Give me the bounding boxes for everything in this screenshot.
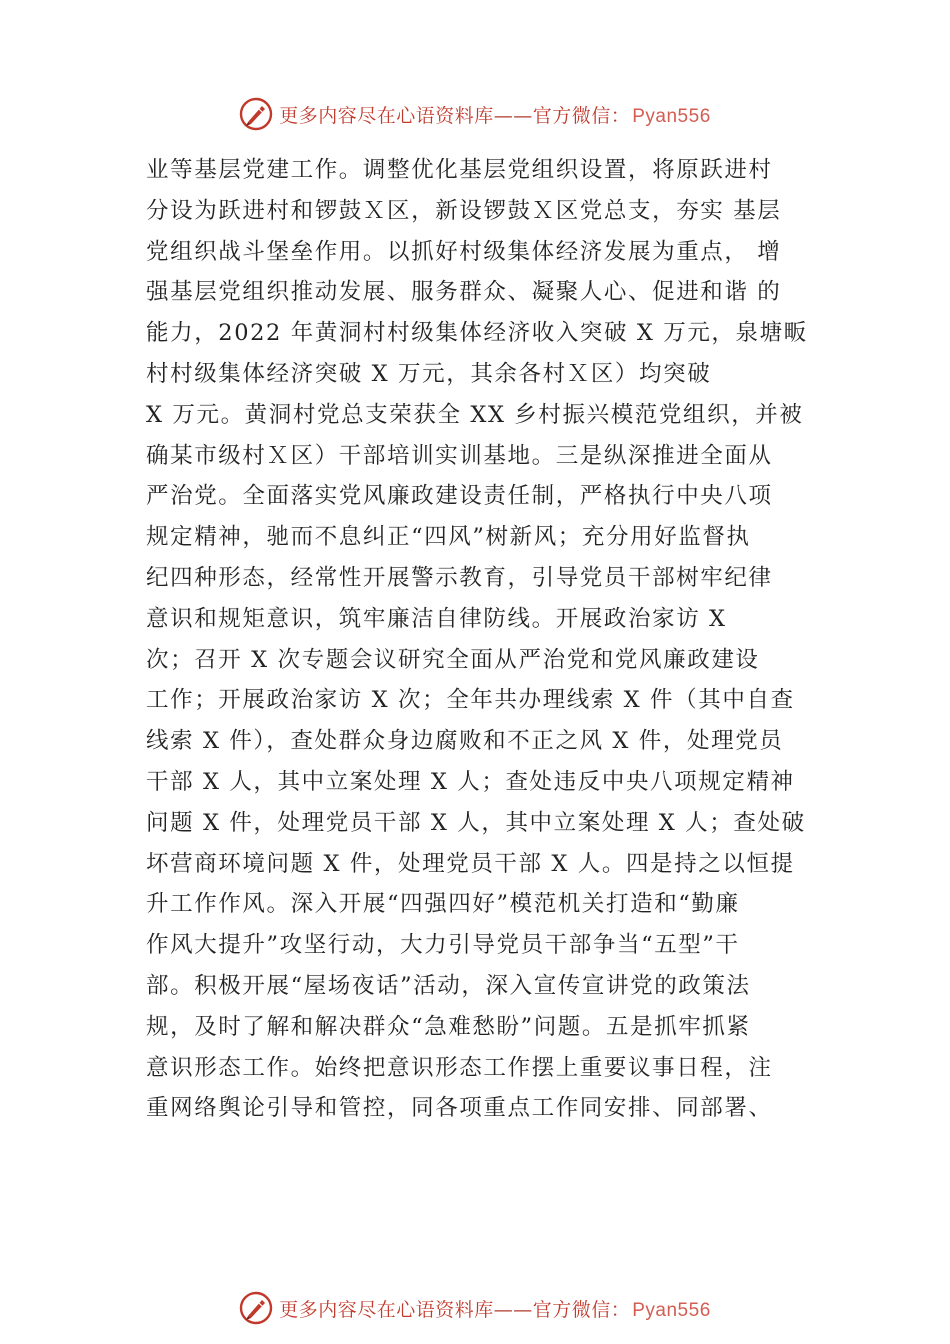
body-line-11: 纪四种形态，经常性开展警示教育，引导党员干部树牢纪律 xyxy=(146,564,773,591)
body-line-18: 坏营商环境问题 X 件，处理党员干部 X 人。四是持之以恒提 xyxy=(146,850,795,877)
body-line-15: 线索 X 件），查处群众身边腐败和不正之风 X 件，处理党员 xyxy=(146,728,784,755)
body-line-20: 作风大提升”攻坚行动，大力引导党员干部争当“五型”干 xyxy=(146,932,740,959)
body-line-3: 党组织战斗堡垒作用。以抓好村级集体经济发展为重点， 增 xyxy=(146,238,782,265)
body-line-7: X 万元。黄洞村党总支荣获全 XX 乡村振兴模范党组织，并被 xyxy=(146,401,804,428)
header-wechat-id: Pyan556 xyxy=(632,105,711,127)
body-line-16: 干部 X 人，其中立案处理 X 人；查处违反中央八项规定精神 xyxy=(146,768,795,795)
body-line-4: 强基层党组织推动发展、服务群众、凝聚人心、促进和谐 的 xyxy=(146,279,782,306)
footer-wechat-label: 官方微信： xyxy=(532,1298,631,1321)
body-line-5: 能力，2022 年黄洞村村级集体经济收入突破 X 万元，泉塘畈 xyxy=(146,320,808,347)
footer-site-text: 更多内容尽在心语资料库 xyxy=(279,1298,494,1321)
body-line-12: 意识和规矩意识，筑牢廉洁自律防线。开展政治家访 X xyxy=(146,605,727,632)
footer-banner xyxy=(0,1288,950,1328)
body-line-9: 严治党。全面落实党风廉政建设责任制，严格执行中央八项 xyxy=(146,483,773,510)
pen-logo-icon xyxy=(239,97,273,131)
body-line-19: 升工作作风。深入开展“四强四好”模范机关打造和“勤廉 xyxy=(146,891,740,918)
header-site-text: 更多内容尽在心语资料库 xyxy=(279,104,494,127)
header-watermark-text xyxy=(279,101,711,128)
body-line-22: 规，及时了解和解决群众“急难愁盼”问题。五是抓牢抓紧 xyxy=(146,1013,751,1040)
header-separator: —— xyxy=(493,104,533,127)
footer-separator: —— xyxy=(493,1298,533,1321)
body-line-2: 分设为跃进村和锣鼓Ｘ区，新设锣鼓Ｘ区党总支，夯实 基层 xyxy=(146,197,782,224)
document-body xyxy=(146,150,836,1129)
body-line-13: 次；召开 X 次专题会议研究全面从严治党和党风廉政建设 xyxy=(146,646,760,673)
body-line-21: 部。积极开展“屋场夜话”活动，深入宣传宣讲党的政策法 xyxy=(146,972,751,999)
body-line-8: 确某市级村Ｘ区）干部培训实训基地。三是纵深推进全面从 xyxy=(146,442,773,469)
header-wechat-label: 官方微信： xyxy=(532,104,631,127)
pen-logo-icon xyxy=(239,1291,273,1325)
header-banner xyxy=(0,94,950,134)
footer-watermark-text xyxy=(279,1295,711,1322)
body-line-1: 业等基层党建工作。调整优化基层党组织设置，将原跃进村 xyxy=(146,157,773,183)
body-line-17: 问题 X 件，处理党员干部 X 人，其中立案处理 X 人；查处破 xyxy=(146,809,806,836)
body-line-6: 村村级集体经济突破 X 万元，其余各村Ｘ区）均突破 xyxy=(146,360,712,387)
body-line-24: 重网络舆论引导和管控，同各项重点工作同安排、同部署、 xyxy=(146,1095,773,1122)
body-line-23: 意识形态工作。始终把意识形态工作摆上重要议事日程，注 xyxy=(146,1054,773,1081)
footer-wechat-id: Pyan556 xyxy=(632,1299,711,1321)
body-line-10: 规定精神，驰而不息纠正“四风”树新风；充分用好监督执 xyxy=(146,524,751,551)
body-line-14: 工作；开展政治家访 X 次；全年共办理线索 X 件（其中自查 xyxy=(146,687,795,714)
